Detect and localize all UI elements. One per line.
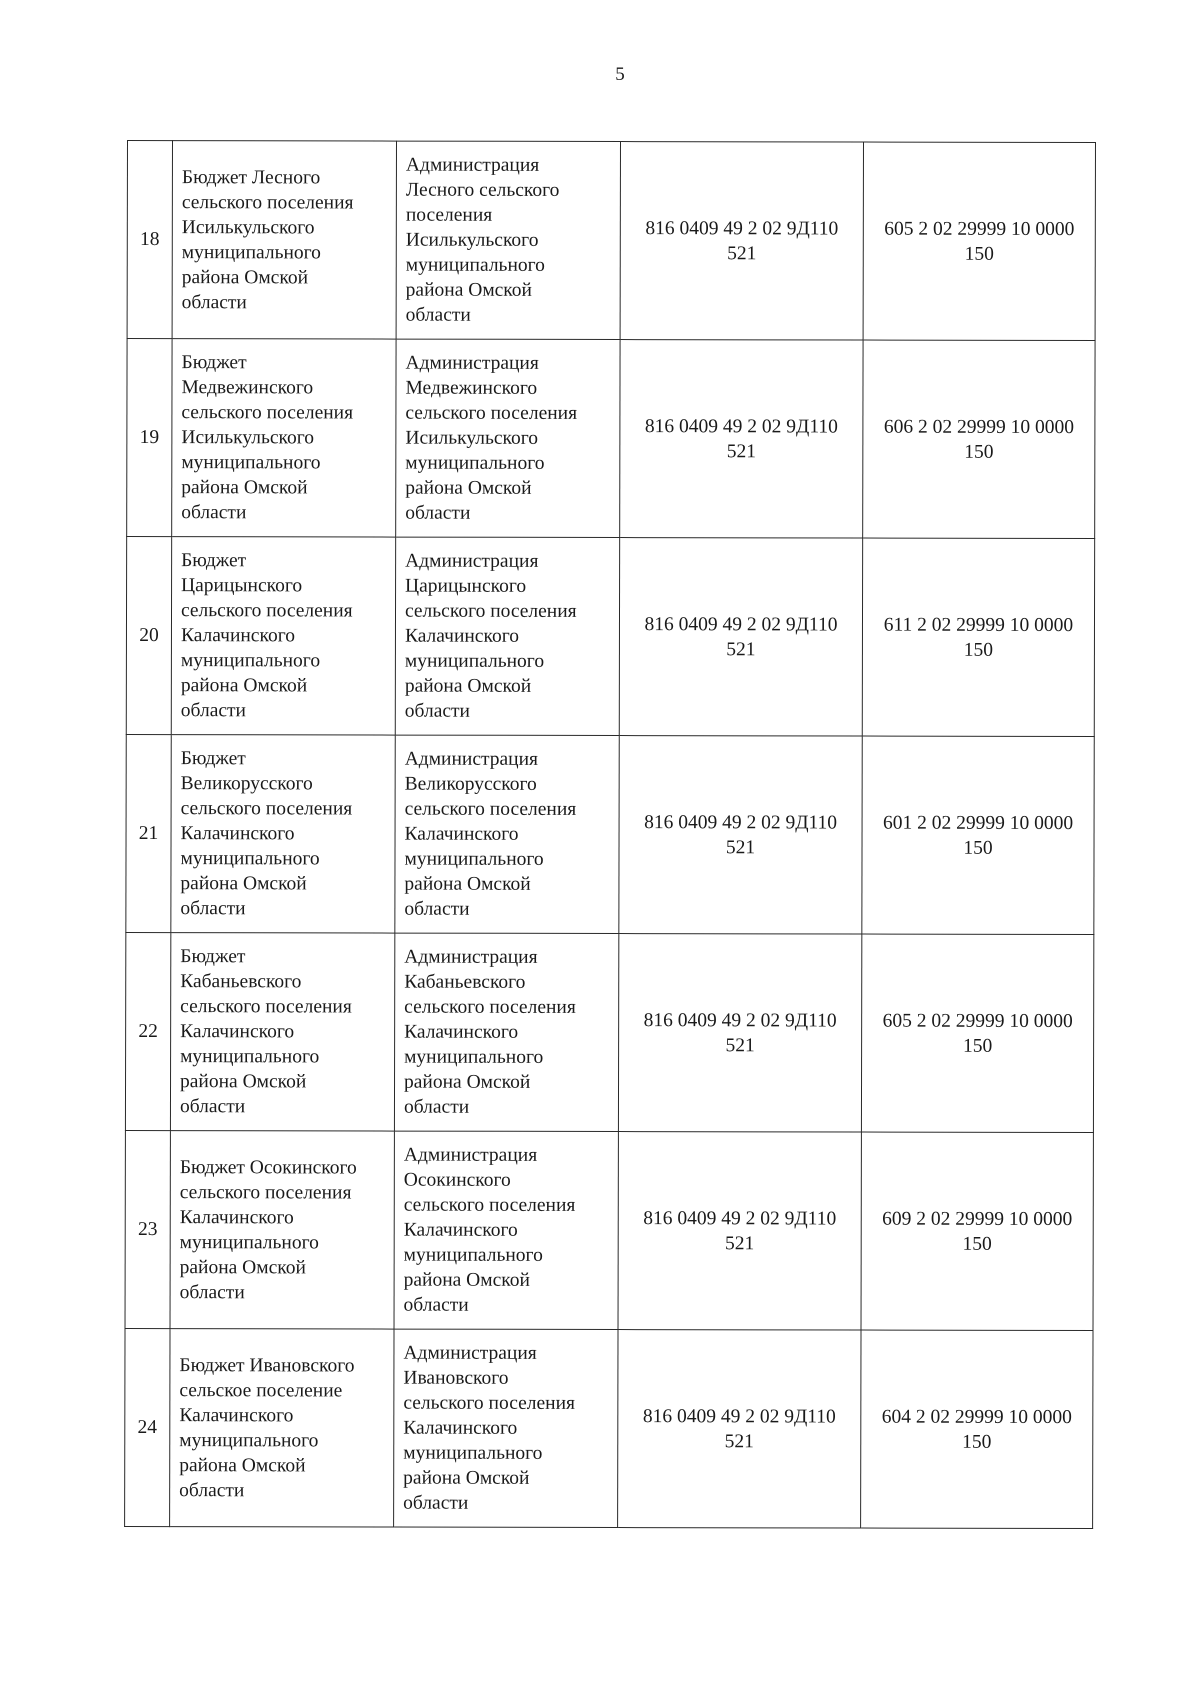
income-code <box>863 340 1095 538</box>
table-row <box>126 537 1094 737</box>
row-number: 22 <box>125 932 170 1130</box>
row-number: 18 <box>127 141 172 339</box>
table-row <box>125 1130 1093 1330</box>
income-code <box>862 538 1094 736</box>
table-row <box>126 734 1094 934</box>
administrator-name: Администрация Медвежинского сельского поселения Исилькульского муниципального района Омской области <box>396 339 620 537</box>
row-number: 19 <box>127 339 172 537</box>
income-code-text: 604 2 02 29999 10 0000 150 <box>881 1406 1072 1453</box>
budget-name: Бюджет Осокинского сельского поселения Калачинского муниципального района Омской области <box>170 1131 394 1329</box>
expense-code-text: 816 0409 49 2 02 9Д110 521 <box>644 613 838 660</box>
expense-code-text: 816 0409 49 2 02 9Д110 521 <box>644 415 838 462</box>
income-code-text: 605 2 02 29999 10 0000 150 <box>884 218 1075 265</box>
expense-code <box>620 340 863 539</box>
income-code <box>861 1330 1093 1528</box>
table-row <box>127 339 1095 539</box>
administrator-name: Администрация Лесного сельского поселения Исилькульского муниципального района Омской области <box>396 141 620 339</box>
row-number: 24 <box>125 1328 170 1526</box>
expense-code <box>618 934 861 1133</box>
expense-code-text: 816 0409 49 2 02 9Д110 521 <box>642 1405 836 1452</box>
administrator-name: Администрация Царицынского сельского поселения Калачинского муниципального района Омской области <box>395 537 619 735</box>
page-number: 5 <box>615 64 625 85</box>
income-code-text: 601 2 02 29999 10 0000 150 <box>882 812 1074 859</box>
income-code <box>862 736 1094 934</box>
income-code <box>863 142 1095 340</box>
income-code <box>861 934 1093 1132</box>
table-row <box>125 932 1093 1132</box>
budget-name: Бюджет Ивановского сельское поселение Калачинского муниципального района Омской области <box>170 1329 394 1527</box>
expense-code <box>618 1330 861 1529</box>
expense-code-text: 816 0409 49 2 02 9Д110 521 <box>644 811 838 858</box>
income-code-text: 609 2 02 29999 10 0000 150 <box>882 1208 1073 1255</box>
income-code <box>861 1132 1093 1330</box>
row-number: 20 <box>126 537 171 735</box>
table-row <box>127 141 1095 341</box>
budget-name: Бюджет Царицынского сельского поселения Калачинского муниципального района Омской области <box>171 537 395 735</box>
administrator-name: Администрация Великорусского сельского поселения Калачинского муниципального района Омской области <box>395 735 619 933</box>
income-code-text: 606 2 02 29999 10 0000 150 <box>883 416 1074 463</box>
administrator-name: Администрация Ивановского сельского поселения Калачинского муниципального района Омской области <box>394 1329 618 1527</box>
expense-code <box>618 1132 861 1331</box>
table-row <box>125 1328 1093 1528</box>
budget-name: Бюджет Лесного сельского поселения Исилькульского муниципального района Омской области <box>172 141 396 339</box>
row-number: 23 <box>125 1130 170 1328</box>
budget-name: Бюджет Кабаньевского сельского поселения Калачинского муниципального района Омской области <box>170 933 394 1131</box>
administrator-name: Администрация Кабаньевского сельского поселения Калачинского муниципального района Омской области <box>394 933 618 1131</box>
expense-code-text: 816 0409 49 2 02 9Д110 521 <box>643 1009 837 1056</box>
income-code-text: 611 2 02 29999 10 0000 150 <box>883 614 1074 661</box>
administrator-name: Администрация Осокинского сельского поселения Калачинского муниципального района Омской области <box>394 1131 618 1329</box>
expense-code-text: 816 0409 49 2 02 9Д110 521 <box>645 217 839 264</box>
budget-table <box>124 140 1096 1529</box>
budget-name: Бюджет Великорусского сельского поселения Калачинского муниципального района Омской области <box>171 735 395 933</box>
income-code-text: 605 2 02 29999 10 0000 150 <box>882 1010 1073 1057</box>
expense-code <box>619 538 862 737</box>
budget-name: Бюджет Медвежинского сельского поселения Исилькульского муниципального района Омской области <box>172 339 396 537</box>
expense-code <box>619 736 862 935</box>
row-number: 21 <box>126 734 171 932</box>
expense-code-text: 816 0409 49 2 02 9Д110 521 <box>643 1207 837 1254</box>
expense-code <box>620 142 863 341</box>
